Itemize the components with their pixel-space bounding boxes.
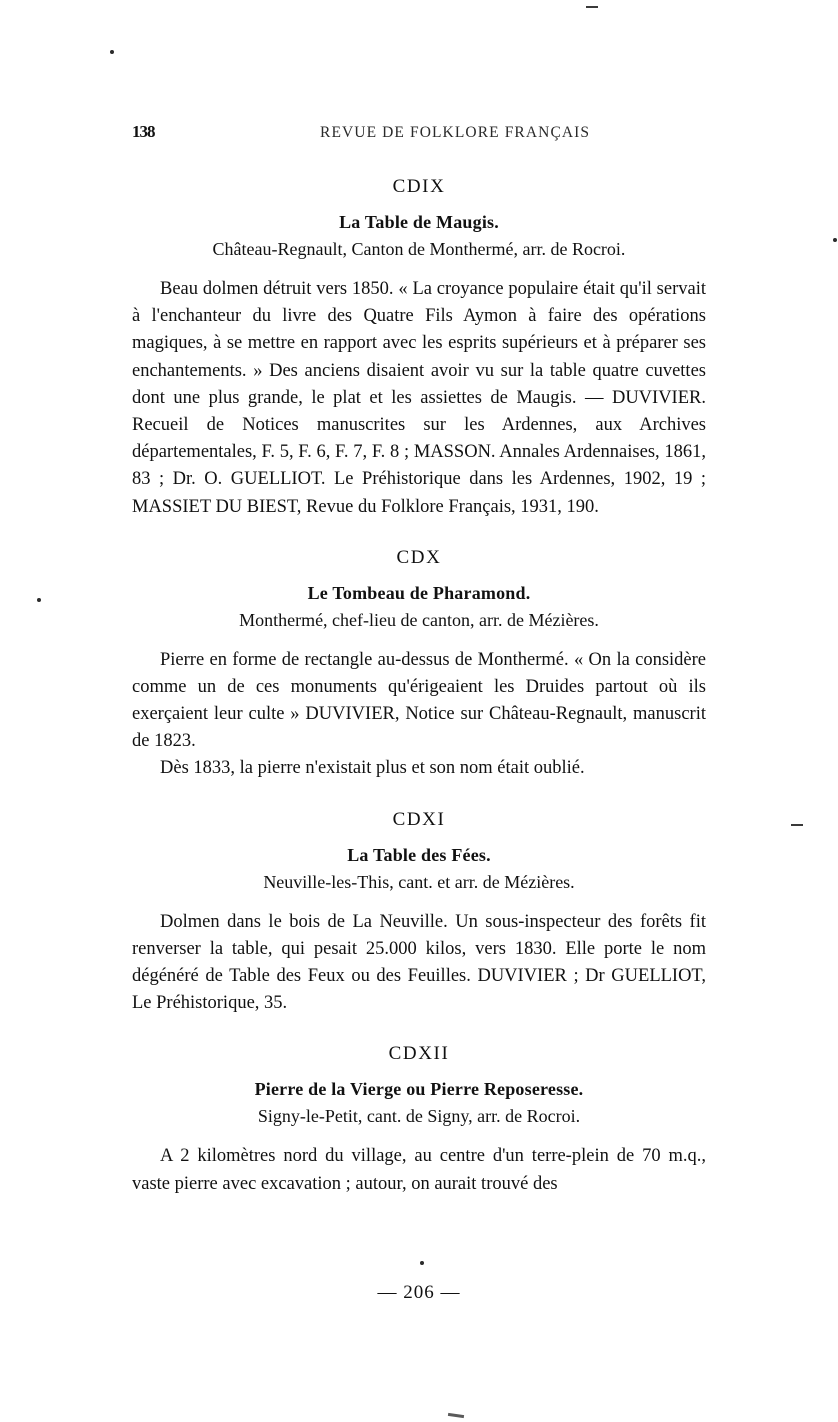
entry-cdx xyxy=(132,547,706,783)
running-head-title: REVUE DE FOLKLORE FRANÇAIS xyxy=(320,124,591,141)
entry-title: La Table de Maugis. xyxy=(339,212,499,232)
page-number: — 206 — xyxy=(377,1282,461,1303)
entry-paragraph: Pierre en forme de rectangle au-dessus de Monthermé. « On la considère comme un de ces monuments qu'érigeaient les Druides partout où ils exerçaient leur culte » DUVIVIER, Notice sur Château-Regnault, manuscrit de 1823. xyxy=(132,649,706,752)
scan-speck xyxy=(110,50,114,54)
entry-number: CDXII xyxy=(388,1043,450,1065)
entry-cdix xyxy=(132,176,706,521)
entry-cdxi xyxy=(132,809,706,1018)
scan-speck xyxy=(833,238,837,242)
entry-number: CDXI xyxy=(392,808,446,830)
entry-paragraph: Dolmen dans le bois de La Neuville. Un sous-inspecteur des forêts fit renverser la table, qui pesait 25.000 kilos, vers 1830. Elle porte le nom dégénéré de Table des Feux ou des Feuilles. DUVIVIER ; Dr GUELLIOT, Le Préhistorique, 35. xyxy=(132,911,706,1014)
entry-paragraph: Dès 1833, la pierre n'existait plus et son nom était oublié. xyxy=(160,758,585,779)
entry-subtitle: Monthermé, chef-lieu de canton, arr. de Mézières. xyxy=(239,609,599,630)
scan-speck xyxy=(37,598,41,602)
entry-paragraph: Beau dolmen détruit vers 1850. « La croyance populaire était qu'il servait à l'enchanteur du livre des Quatre Fils Aymon à faire des opérations magiques, à se mettre en rapport avec les esprits supérieurs et à préparer ses enchantements. » Des anciens disaient avoir vu sur la table quatre cuvettes dont une plus grande, le plat et les assiettes de Maugis. — DUVIVIER. Recueil de Notices manuscrites sur les Ardennes, aux Archives départementales, F. 5, F. 6, F. 7, F. 8 ; MASSON. Annales Ardennaises, 1861, 83 ; Dr. O. GUELLIOT. Le Préhistorique dans les Ardennes, 1902, 19 ; MASSIET DU BIEST, Revue du Folklore Français, 1931, 190. xyxy=(132,279,706,517)
entry-subtitle: Neuville-les-This, cant. et arr. de Mézières. xyxy=(263,871,575,892)
running-head xyxy=(132,120,706,146)
entry-title: La Table des Fées. xyxy=(347,844,491,865)
entry-number: CDX xyxy=(396,546,442,568)
scan-edge-mark xyxy=(791,824,803,826)
entry-paragraph: A 2 kilomètres nord du village, au centre d'un terre-plein de 70 m.q., vaste pierre avec excavation ; autour, on aurait trouvé des xyxy=(132,1146,706,1194)
entry-cdxii xyxy=(132,1043,706,1197)
entry-number: CDIX xyxy=(392,176,446,197)
entry-title: Le Tombeau de Pharamond. xyxy=(307,582,531,603)
page-content xyxy=(132,120,706,1202)
scan-speck xyxy=(420,1261,424,1265)
scan-edge-mark xyxy=(448,1413,464,1418)
folio-number: 138 xyxy=(132,122,155,141)
entry-subtitle: Signy-le-Petit, cant. de Signy, arr. de Rocroi. xyxy=(257,1106,581,1127)
entry-title: Pierre de la Vierge ou Pierre Reposeresse. xyxy=(254,1079,584,1100)
entry-subtitle: Château-Regnault, Canton de Monthermé, arr. de Rocroi. xyxy=(212,239,626,259)
scan-edge-mark xyxy=(586,6,598,8)
